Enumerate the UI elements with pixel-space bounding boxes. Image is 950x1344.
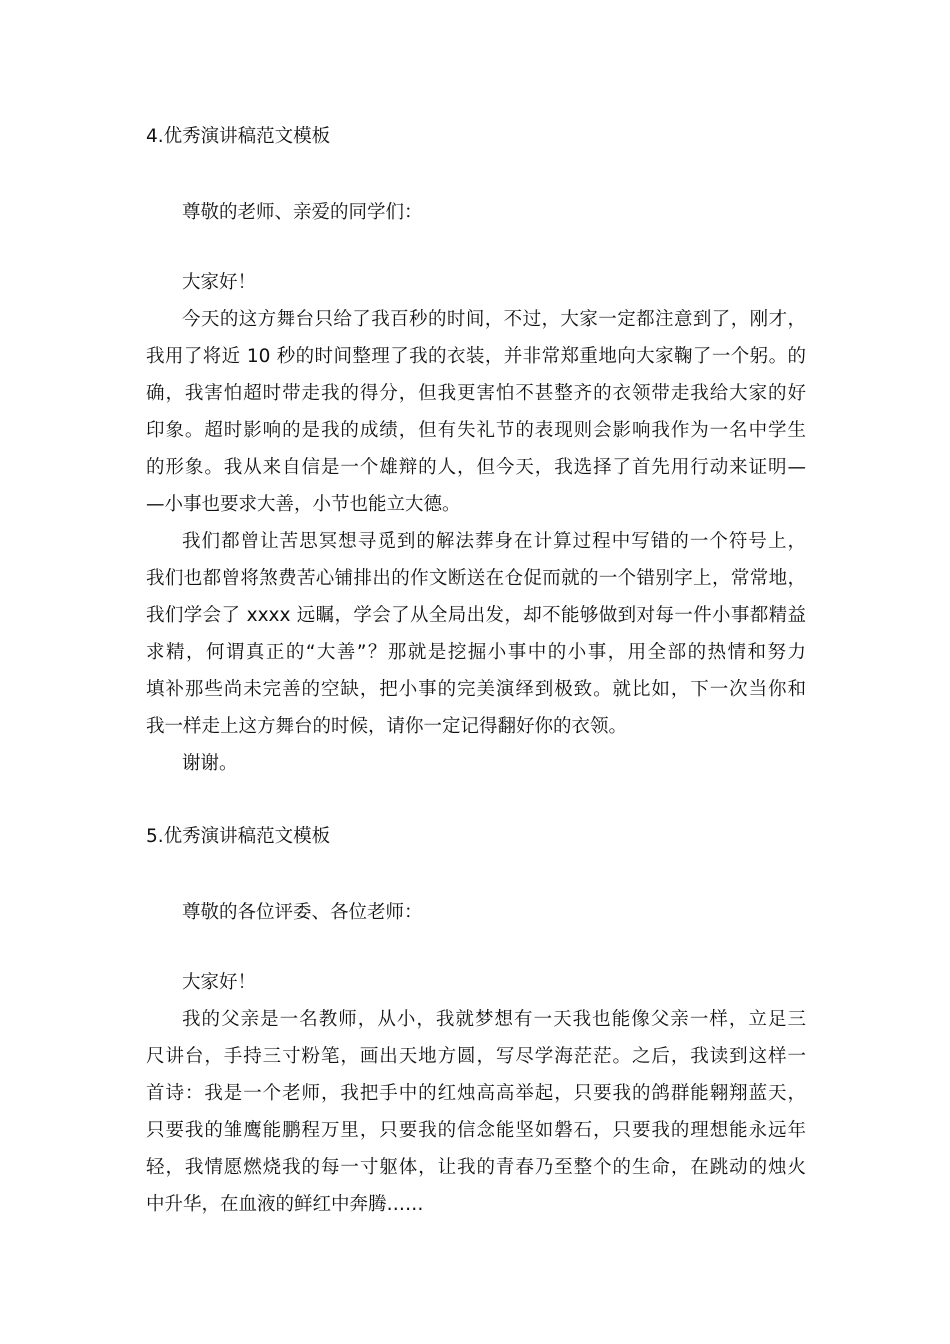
paragraph-line: —小事也要求大善，小节也能立大德。 — [146, 494, 461, 515]
paragraph-line: 我们学会了 xxxx 远瞩，学会了从全局出发，却不能够做到对每一件小事都精益 — [146, 605, 806, 626]
paragraph-line: 印象。超时影响的是我的成绩，但有失礼节的表现则会影响我作为一名中学生 — [146, 420, 806, 441]
paragraph-line: 的形象。我从来自信是一个雄辩的人，但今天，我选择了首先用行动来证明— — [146, 457, 806, 478]
greeting-5: 大家好！ — [182, 972, 257, 993]
salutation-4: 尊敬的老师、亲爱的同学们： — [182, 202, 423, 223]
paragraph-line: 确，我害怕超时带走我的得分，但我更害怕不甚整齐的衣领带走我给大家的好 — [146, 383, 806, 404]
closing-4: 谢谢。 — [182, 753, 238, 774]
salutation-5: 尊敬的各位评委、各位老师： — [182, 902, 423, 923]
paragraph-line: 我的父亲是一名教师，从小，我就梦想有一天我也能像父亲一样，立足三 — [182, 1009, 806, 1030]
paragraph-line: 今天的这方舞台只给了我百秒的时间，不过，大家一定都注意到了，刚才， — [182, 309, 806, 330]
paragraph-line: 我们都曾让苦思冥想寻觅到的解法葬身在计算过程中写错的一个符号上， — [182, 531, 806, 552]
paragraph-line: 求精，何谓真正的“大善”？那就是挖掘小事中的小事，用全部的热情和努力 — [146, 642, 806, 663]
paragraph-line: 填补那些尚未完善的空缺，把小事的完美演绎到极致。就比如，下一次当你和 — [146, 679, 806, 700]
section-heading-5: 5.优秀演讲稿范文模板 — [146, 826, 331, 847]
section-heading-4: 4.优秀演讲稿范文模板 — [146, 126, 331, 147]
paragraph-line: 只要我的雏鹰能鹏程万里，只要我的信念能坚如磐石，只要我的理想能永远年 — [146, 1120, 806, 1141]
paragraph-line: 轻，我情愿燃烧我的每一寸躯体，让我的青春乃至整个的生命，在跳动的烛火 — [146, 1157, 806, 1178]
paragraph-line: 尺讲台，手持三寸粉笔，画出天地方圆，写尽学海茫茫。之后，我读到这样一 — [146, 1046, 806, 1067]
greeting-4: 大家好！ — [182, 272, 257, 293]
paragraph-line: 中升华，在血液的鲜红中奔腾…… — [146, 1194, 424, 1215]
paragraph-line: 我一样走上这方舞台的时候，请你一定记得翻好你的衣领。 — [146, 716, 628, 737]
paragraph-line: 我用了将近 10 秒的时间整理了我的衣装，并非常郑重地向大家鞠了一个躬。的 — [146, 346, 806, 367]
paragraph-line: 首诗：我是一个老师，我把手中的红烛高高举起，只要我的鸽群能翱翔蓝天， — [146, 1083, 806, 1104]
paragraph-line: 我们也都曾将煞费苦心铺排出的作文断送在仓促而就的一个错别字上，常常地， — [146, 568, 806, 589]
